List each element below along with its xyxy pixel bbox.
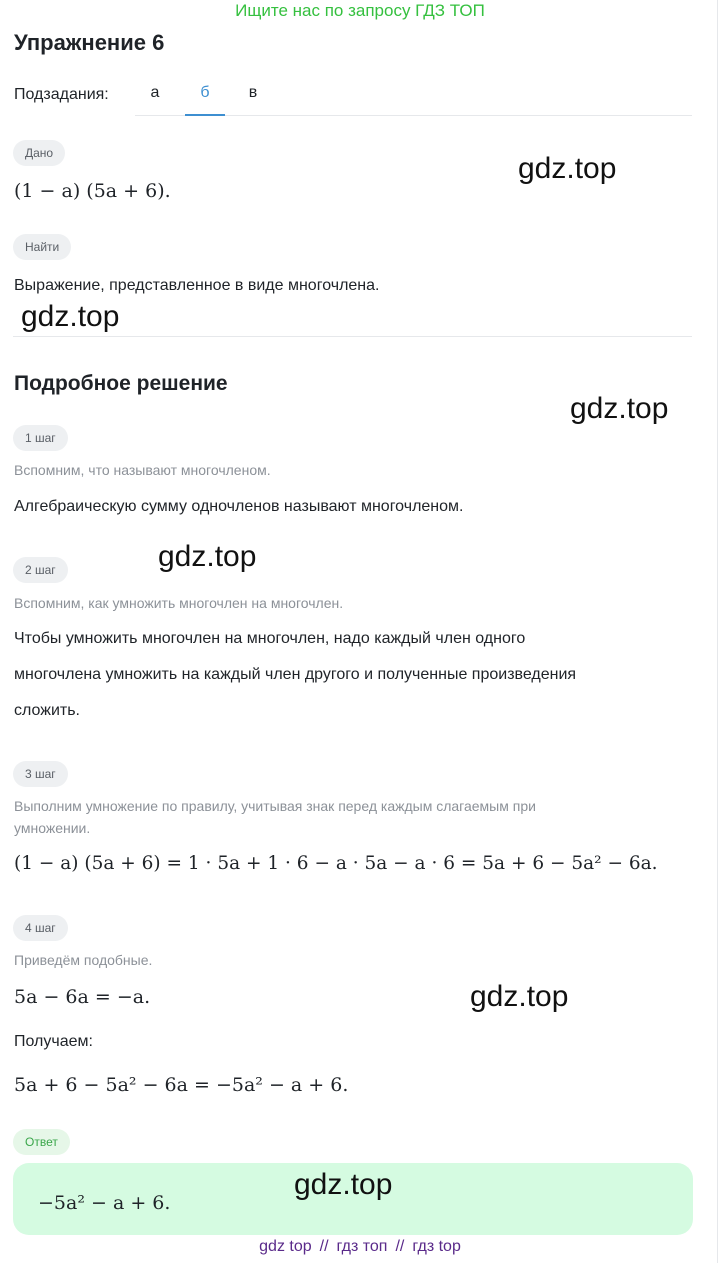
- step-2-pill: 2 шаг: [13, 557, 68, 583]
- section-divider: [13, 336, 692, 337]
- solution-heading: Подробное решение: [14, 372, 228, 395]
- step-3-expression: (1 − a) (5a + 6) = 1 · 5a + 1 · 6 − a · 5a − a · 6 = 5a + 6 − 5a² − 6a.: [14, 853, 658, 874]
- find-text: Выражение, представленное в виде многочлена.: [14, 277, 380, 294]
- watermark: gdz.top: [21, 300, 120, 333]
- step-2-text-line-2: многочлена умножить на каждый член другого и полученные произведения: [14, 666, 577, 683]
- step-3-pill: 3 шаг: [13, 761, 68, 787]
- watermark: gdz.top: [570, 392, 669, 425]
- watermark: gdz.top: [158, 540, 257, 573]
- step-1-text: Алгебраическую сумму одночленов называют многочленом.: [14, 498, 464, 515]
- footer-link-1[interactable]: gdz top: [259, 1238, 312, 1255]
- step-2-text-line-3: сложить.: [14, 702, 80, 719]
- step-3-hint-line-2: умножении.: [14, 820, 91, 836]
- step-2-text-line-1: Чтобы умножить многочлен на многочлен, надо каждый член одного: [14, 630, 526, 647]
- step-2-hint: Вспомним, как умножить многочлен на многочлен.: [14, 595, 344, 611]
- page-right-border: [717, 0, 718, 1263]
- active-tab-indicator: [185, 114, 225, 116]
- step-4-expression-1: 5a − 6a = −a.: [14, 986, 151, 1008]
- page-title: Упражнение 6: [14, 30, 165, 55]
- footer-separator: //: [319, 1238, 329, 1255]
- tab-v[interactable]: в: [248, 84, 258, 101]
- promo-banner: Ищите нас по запросу ГДЗ ТОП: [235, 1, 485, 20]
- answer-expression: −5a² − a + 6.: [38, 1192, 171, 1214]
- watermark: gdz.top: [470, 980, 569, 1013]
- step-4-pill: 4 шаг: [13, 915, 68, 941]
- step-4-hint: Приведём подобные.: [14, 952, 153, 968]
- given-pill: Дано: [13, 140, 65, 166]
- find-pill: Найти: [13, 234, 71, 260]
- step-4-label: Получаем:: [14, 1033, 93, 1050]
- footer-separator: //: [395, 1238, 405, 1255]
- watermark: gdz.top: [294, 1168, 393, 1201]
- subtasks-label: Подзадания:: [14, 86, 109, 103]
- footer-link-3[interactable]: гдз top: [412, 1238, 461, 1255]
- watermark: gdz.top: [518, 152, 617, 185]
- step-1-pill: 1 шаг: [13, 425, 68, 451]
- tab-a[interactable]: а: [150, 84, 160, 101]
- step-4-expression-2: 5a + 6 − 5a² − 6a = −5a² − a + 6.: [14, 1074, 349, 1096]
- step-1-hint: Вспомним, что называют многочленом.: [14, 462, 271, 478]
- footer-links: [0, 1238, 720, 1256]
- step-3-hint-line-1: Выполним умножение по правилу, учитывая знак перед каждым слагаемым при: [14, 798, 536, 814]
- given-expression: (1 − a) (5a + 6).: [14, 180, 171, 202]
- tab-b[interactable]: б: [200, 84, 210, 101]
- footer-link-2[interactable]: гдз топ: [336, 1238, 388, 1255]
- answer-pill: Ответ: [13, 1129, 70, 1155]
